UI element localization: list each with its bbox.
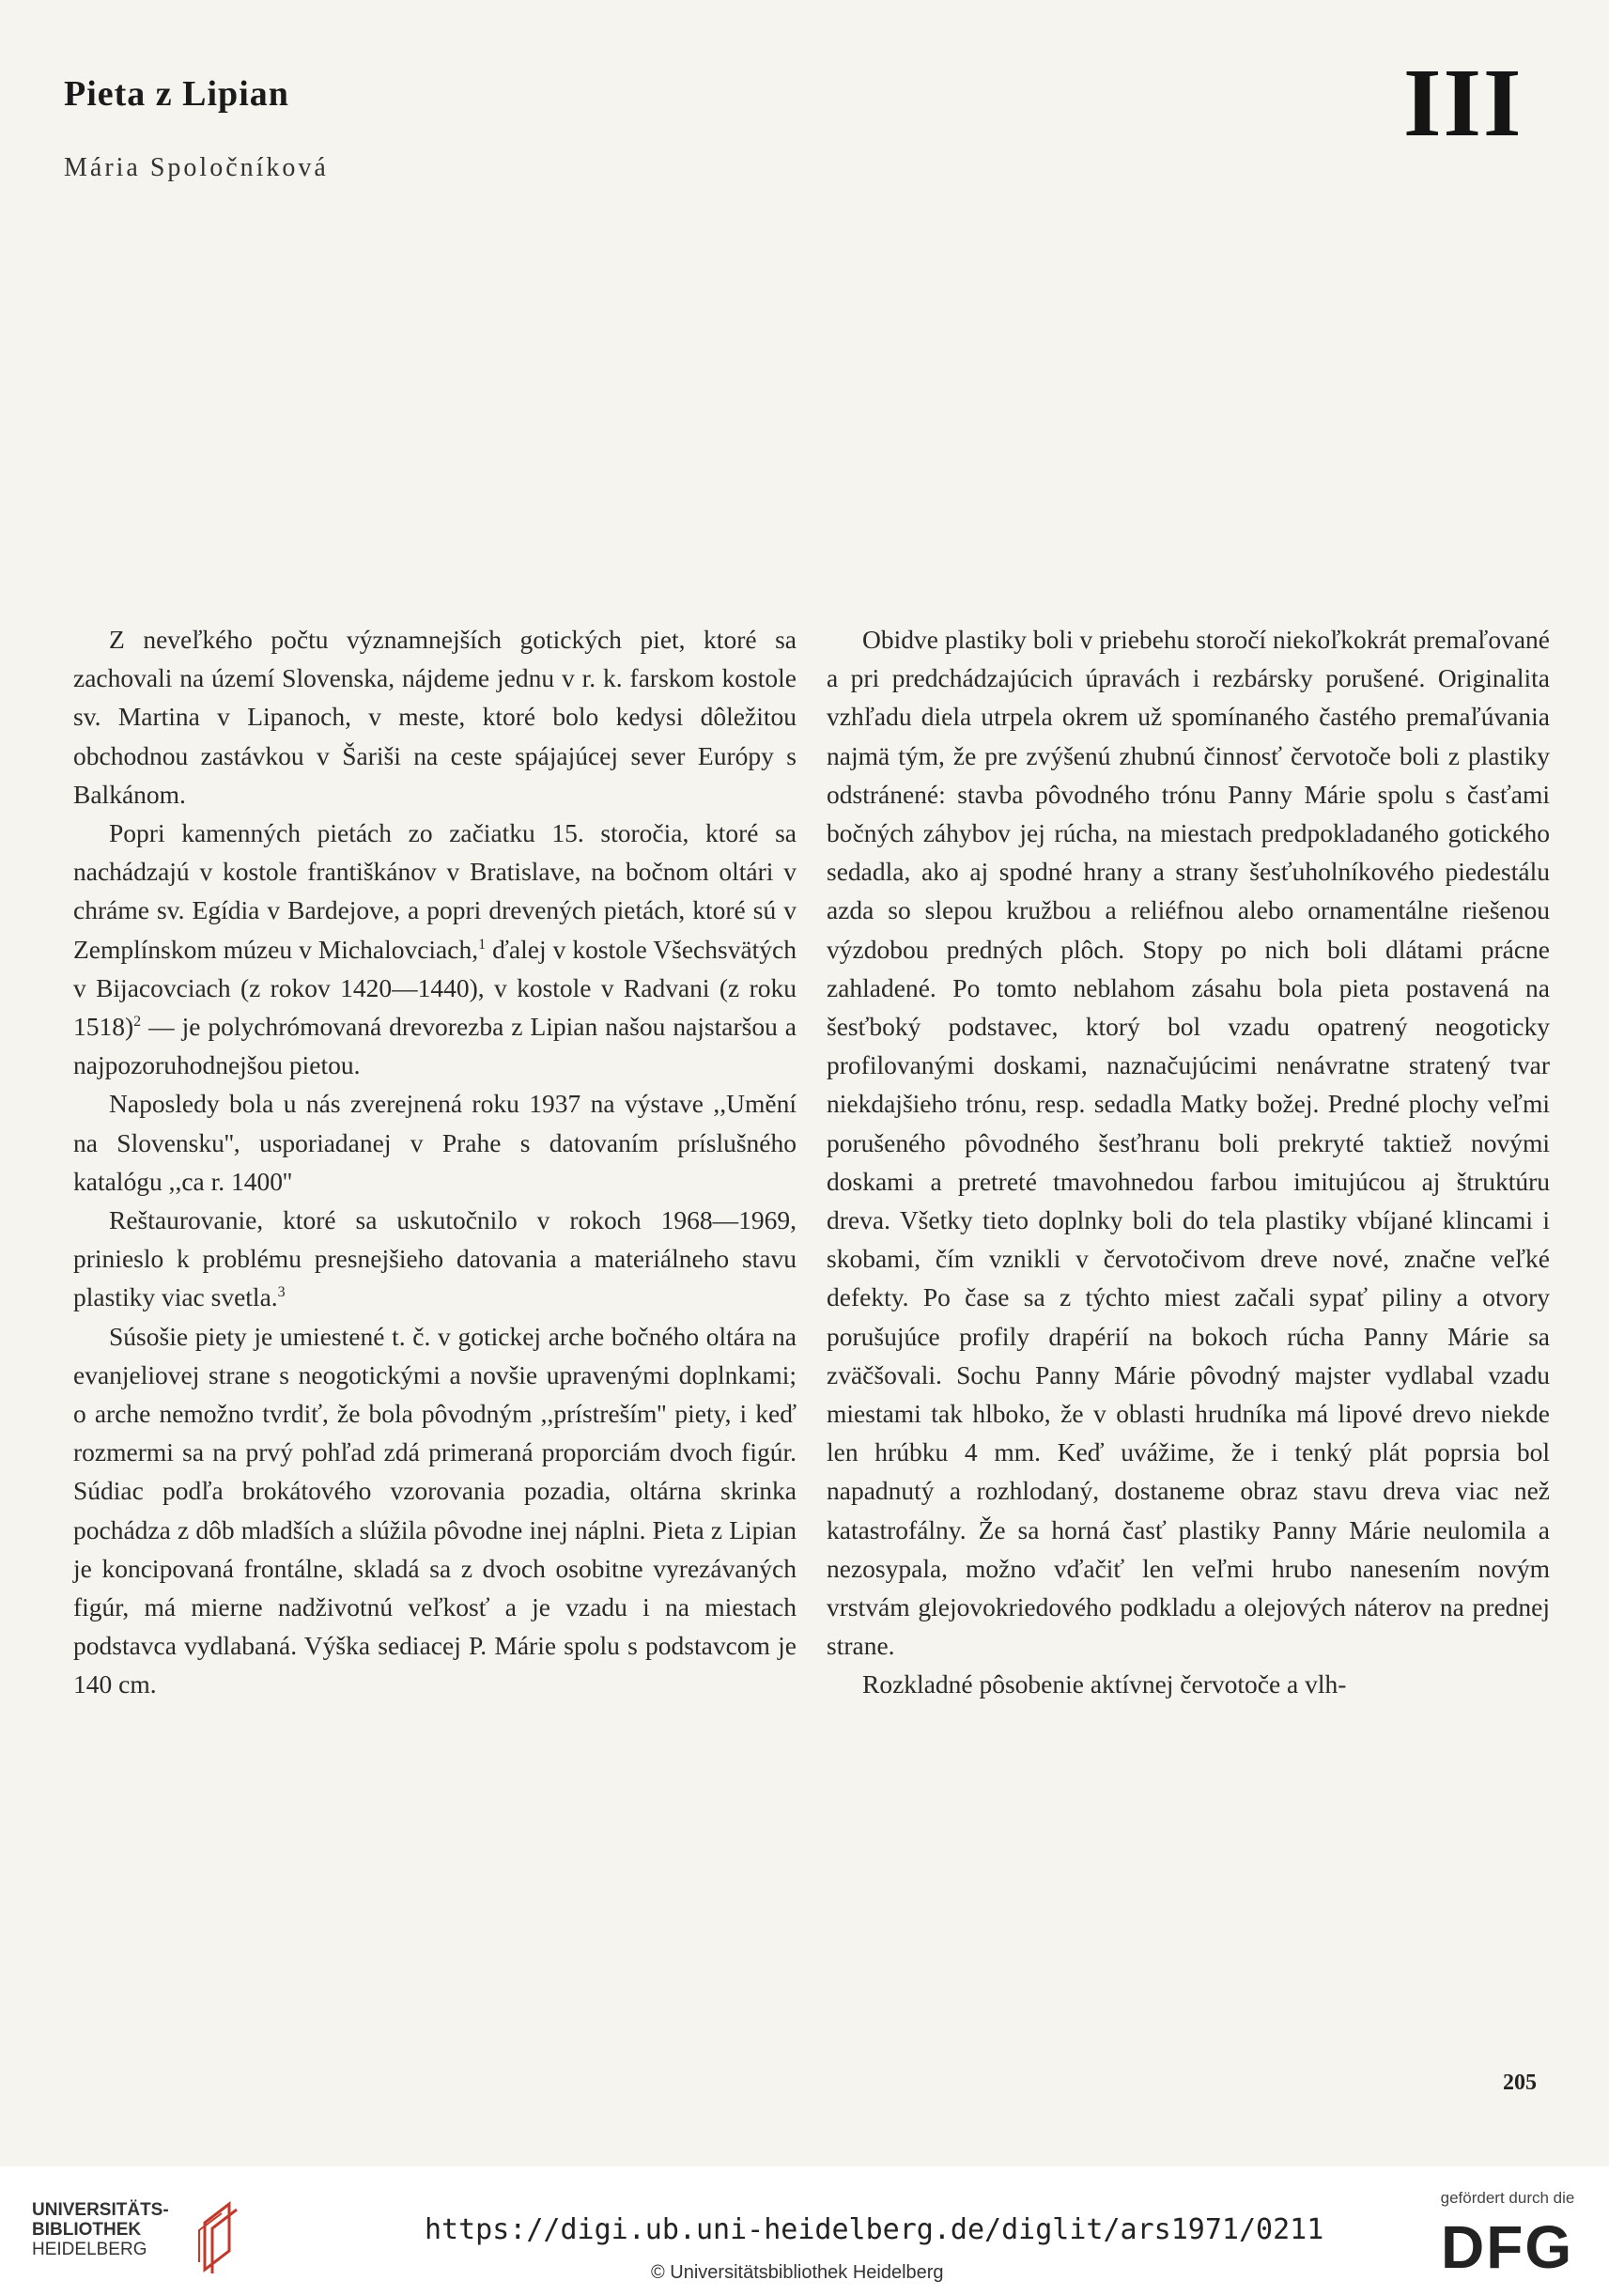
page-number: 205 — [1503, 2071, 1537, 2095]
paragraph: Rozkladné pôsobenie aktívnej červotoče a vlh- — [862, 1669, 1347, 1699]
right-text-column — [827, 620, 1550, 1704]
paragraph: Obidve plastiky boli v priebehu storočí niekoľkokrát premaľované a pri predchádzajúcich úpravách i rezbársky porušené. Originalita vzhľadu diela utrpela okrem už spomínaného častého premaľúvania najmä tým, že pre zvýšenú zhubnú činnosť červotoče boli z plastiky odstránené: stavba pôvodného trónu Panny Márie spolu s časťami bočných záhybov jej rúcha, na miestach predpokladaného gotického sedadla, ako aj spodné hrany a strany šesťuholníkového piedestálu azda so slepou kružbou a reliéfnou alebo ornamentálne riešenou výzdobou predných plôch. Stopy po nich boli dlátami prácne zahladené. Po tomto neblahom zásahu bola pieta postavená na šesťboký podstavec, ktorý bol vzadu opatrený neogoticky profilovanými doskami, naznačujúcimi nenávratne stratený tvar niekdajšieho trónu, resp. sedadla Matky božej. Predné plochy veľmi porušeného pôvodného šesťhranu boli prekryté taktiež novými doskami a pretreté tmavohnedou farbou imitujúcou aj štruktúru dreva. Všetky tieto doplnky boli do tela plastiky vbíjané klincami i skobami, čím vznikli v červotočivom dreve nové, značne veľké defekty. Po čase sa z týchto miest začali sypať piliny a otvory porušujúce profily drapérií na bokoch rúcha Panny Márie sa zväčšovali. Sochu Panny Márie pôvodný majster vydlabal vzadu miestami tak hlboko, že v oblasti hrudníka má lipové drevo niekde len hrúbku 4 mm. Keď uvážime, že i tenký plát poprsia bol napadnutý a rozhlodaný, dostaneme obraz stavu dreva viac než katastrofálny. Že sa horná časť plastiky Panny Márie neulomila a nezosypala, možno vďačiť len veľmi hrubo nanesením novým vrstvám glejovokriedového podkladu a olejových náterov na prednej strane. — [827, 625, 1550, 1661]
paragraph: Súsošie piety je umiestené t. č. v gotickej arche bočného oltára na evanjeliovej strane s neogotickými a novšie upravenými doplnkami; o arche nemožno tvrdiť, že bola pôvodným ,,prístreším'' piety, i keď rozmermi sa na prvý pohľad zdá primeraná proporciám dvoch figúr. Súdiac podľa brokátového vzorovania pozadia, oltárna skrinka pochádza z dôb mladších a slúžila pôvodne inej náplni. Pieta z Lipian je koncipovaná frontálne, skladá sa z dvoch osobitne vyrezávaných figúr, má mierne nadživotnú veľkosť a je vzadu i na miestach podstavca vydlabaná. Výška sediacej P. Márie spolu s podstavcom je 140 cm. — [73, 1321, 797, 1699]
paragraph: Reštaurovanie, ktoré sa uskutočnilo v rokoch 1968—1969, prinieslo k problému presnejšieho datovania a materiálneho stavu plastiky viac svetla.$^3$ — [73, 1205, 797, 1312]
library-name: UNIVERSITÄTS- BIBLIOTHEK HEIDELBERG — [32, 2200, 169, 2259]
source-url-link[interactable]: https://digi.ub.uni-heidelberg.de/diglit/ars1971/0211 — [425, 2213, 1324, 2246]
library-mark-icon — [192, 2200, 248, 2275]
left-text-column — [73, 620, 797, 1704]
funder-caption: gefördert durch die — [1440, 2189, 1575, 2207]
section-number: III — [1403, 49, 1524, 157]
library-logo[interactable] — [32, 2200, 239, 2275]
copyright-notice: © Universitätsbibliothek Heidelberg — [651, 2262, 944, 2283]
article-author: Mária Spoločníková — [64, 153, 329, 182]
dfg-logo-icon: DFG — [1441, 2213, 1574, 2281]
article-title: Pieta z Lipian — [64, 74, 289, 114]
funder-logo[interactable] — [1428, 2189, 1587, 2292]
footer-bar — [0, 2166, 1609, 2296]
paragraph: Z neveľkého počtu významnejších gotických piet, ktoré sa zachovali na území Slovenska, nájdeme jednu v r. k. farskom kostole sv. Martina v Lipanoch, v meste, ktoré bolo kedysi dôležitou obchodnou zastávkou v Šariši na ceste spájajúcej sever Európy s Balkánom. — [73, 625, 797, 809]
footnote-ref[interactable]: 2 — [133, 1013, 142, 1030]
paragraph: Naposledy bola u nás zverejnená roku 1937 na výstave ,,Umění na Slovensku'', usporiadanej v Prahe s datovaním príslušného katalógu ,,ca r. 1400'' — [73, 1089, 797, 1196]
footnote-ref[interactable]: 3 — [277, 1284, 286, 1301]
paragraph: Popri kamenných pietách zo začiatku 15. storočia, ktoré sa nachádzajú v kostole františkánov v Bratislave, na bočnom oltári v chráme sv. Egídia v Bardejove, a popri drevených pietách, ktoré sú v Zemplínskom múzeu v Michalovciach,$^1$ ďalej v kostole Všechsvätých v Bijacovciach (z rokov 1420—1440), v kostole v Radvani (z roku 1518)$^2$ — je polychrómovaná drevorezba z Lipian našou najstaršou a najpozoruhodnejšou pietou. — [73, 818, 797, 1080]
footnote-ref[interactable]: 1 — [478, 936, 487, 953]
